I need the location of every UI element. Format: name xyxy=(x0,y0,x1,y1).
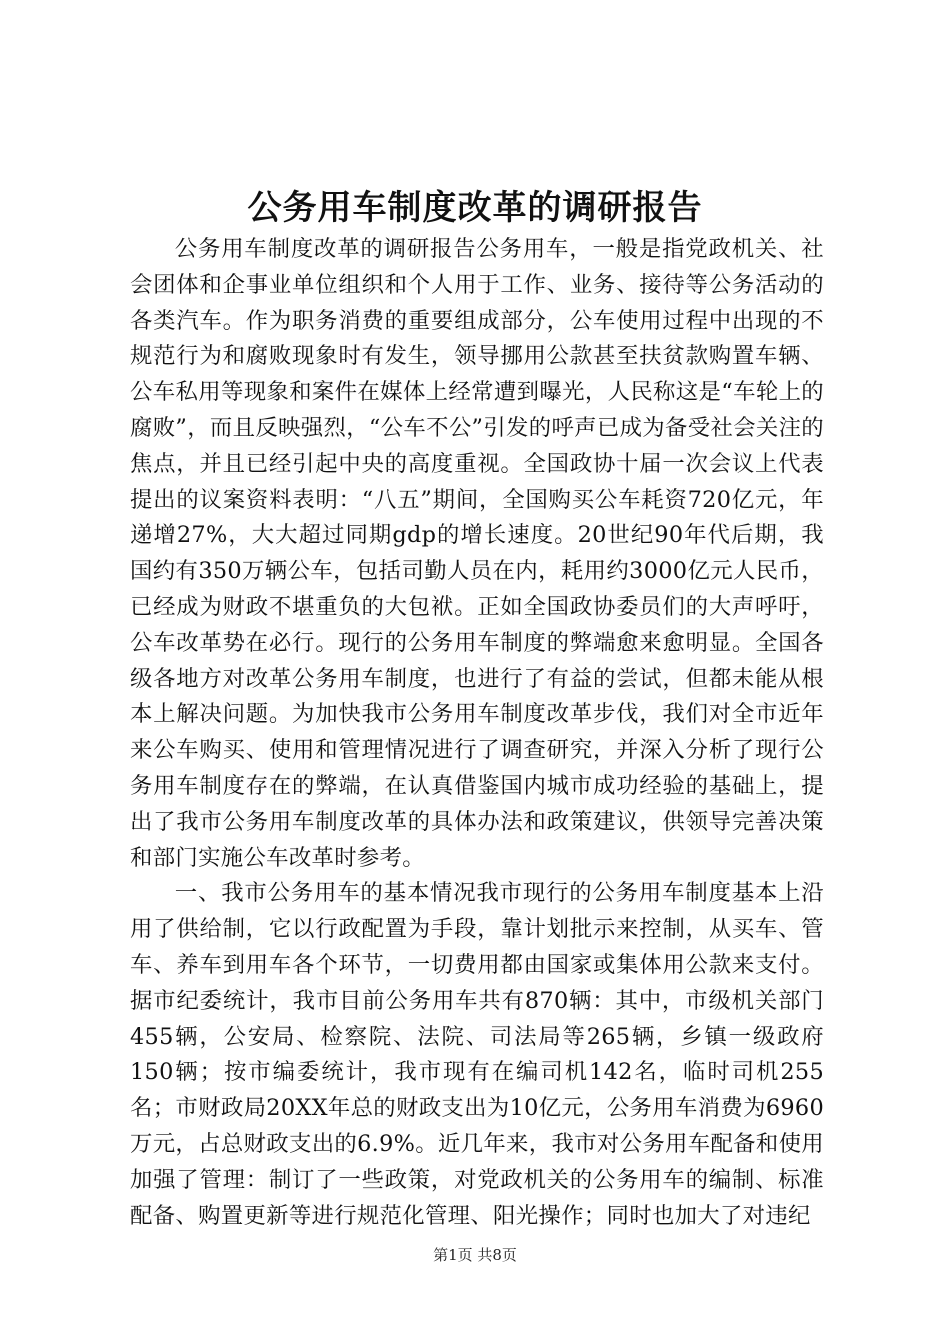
paragraph: 一、我市公务用车的基本情况我市现行的公务用车制度基本上沿用了供给制，它以行政配置为手段，靠计划批示来控制，从买车、管车、养车到用车各个环节，一切费用都由国家或集体用公款来支付。据市纪委统计，我市目前公务用车共有870辆：其中，市级机关部门455辆，公安局、检察院、法院、司法局等265辆，乡镇一级政府150辆；按市编委统计，我市现有在编司机142名，临时司机255名；市财政局20XX年总的财政支出为10亿元，公务用车消费为6960万元，占总财政支出的6.9%。近几年来，我市对公务用车配备和使用加强了管理：制订了一些政策，对党政机关的公务用车的编制、标准配备、购置更新等进行规范化管理、阳光操作；同时也加大了对违纪 xyxy=(130,880,824,1229)
document-body xyxy=(130,232,824,1234)
paragraph: 公务用车制度改革的调研报告公务用车，一般是指党政机关、社会团体和企事业单位组织和个人用于工作、业务、接待等公务活动的各类汽车。作为职务消费的重要组成部分，公车使用过程中出现的不规范行为和腐败现象时有发生，领导挪用公款甚至扶贫款购置车辆、公车私用等现象和案件在媒体上经常遭到曝光，人民称这是“车轮上的腐败”，而且反映强烈，“公车不公”引发的呼声已成为备受社会关注的焦点，并且已经引起中央的高度重视。全国政协十届一次会议上代表提出的议案资料表明：“八五”期间，全国购买公车耗资720亿元，年递增27%，大大超过同期gdp的增长速度。20世纪90年代后期，我国约有350万辆公车，包括司勤人员在内，耗用约3000亿元人民币，已经成为财政不堪重负的大包袱。正如全国政协委员们的大声呼吁，公车改革势在必行。现行的公务用车制度的弊端愈来愈明显。全国各级各地方对改革公务用车制度，也进行了有益的尝试，但都未能从根本上解决问题。为加快我市公务用车制度改革步伐，我们对全市近年来公车购买、使用和管理情况进行了调查研究，并深入分析了现行公务用车制度存在的弊端，在认真借鉴国内城市成功经验的基础上，提出了我市公务用车制度改革的具体办法和政策建议，供领导完善决策和部门实施公车改革时参考。 xyxy=(130,236,824,871)
document-title: 公务用车制度改革的调研报告 xyxy=(247,188,703,228)
page-number-footer: 第1页 共8页 xyxy=(433,1246,517,1264)
